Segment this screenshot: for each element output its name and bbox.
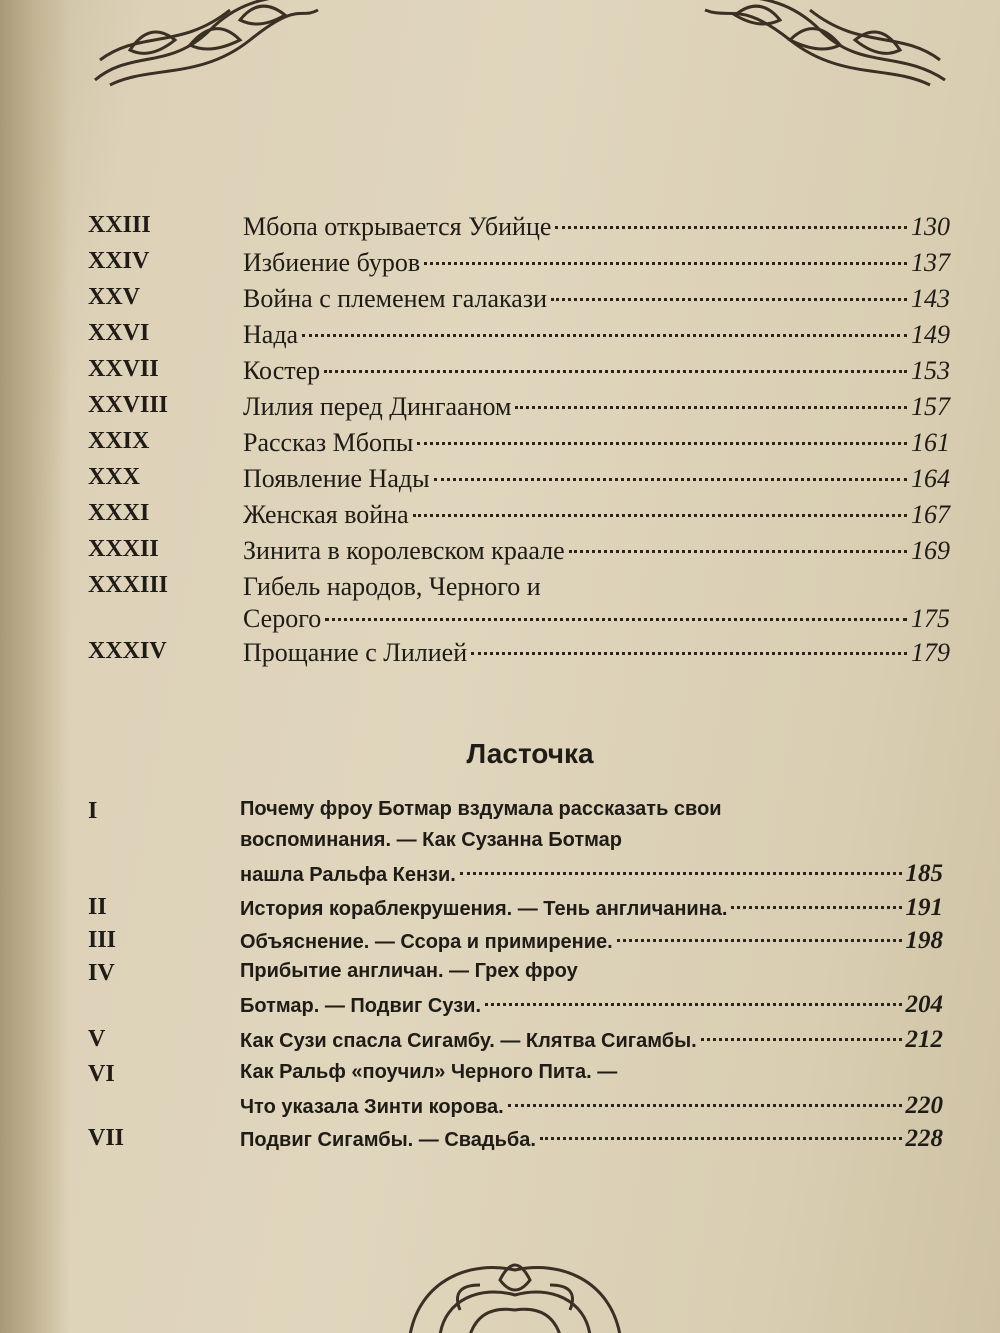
section-title: Ласточка — [466, 738, 594, 769]
chapter-number: XXV — [88, 284, 140, 310]
toc-entry[interactable] — [88, 960, 943, 1026]
chapter-title-continued: воспоминания. — Как Сузанна Ботмар — [240, 829, 622, 851]
page-number: 164 — [911, 464, 950, 493]
toc-section-2 — [88, 798, 943, 1158]
chapter-number: XXVIII — [88, 392, 169, 418]
leader-dots — [701, 1038, 902, 1041]
chapter-number: XXXII — [88, 536, 159, 562]
chapter-title: Зинита в королевском краале — [243, 536, 565, 565]
ornament-bottom-icon — [400, 1240, 630, 1333]
chapter-number: III — [88, 927, 117, 953]
chapter-number: XXXIII — [88, 572, 169, 598]
leader-dots — [555, 226, 907, 229]
page-number: 179 — [911, 638, 950, 667]
chapter-number: VI — [88, 1061, 115, 1087]
chapter-title: Подвиг Сигамбы. — Свадьба. — [240, 1129, 536, 1151]
chapter-number: I — [88, 798, 98, 824]
page-number: 228 — [905, 1125, 943, 1152]
page-number: 198 — [905, 927, 943, 954]
chapter-title: Прибытие англичан. — Грех фроу — [240, 960, 578, 982]
leader-dots — [434, 478, 907, 481]
chapter-title: Как Сузи спасла Сигамбу. — Клятва Сигамбы. — [240, 1030, 697, 1052]
chapter-title-continued: Серого — [243, 604, 322, 633]
leader-dots — [324, 370, 907, 373]
chapter-title: Почему фроу Ботмар вздумала рассказать свои — [240, 798, 722, 820]
toc-entry[interactable] — [88, 894, 943, 927]
leader-dots — [551, 298, 907, 301]
ornament-top-right-icon — [700, 0, 950, 90]
chapter-number: II — [88, 894, 107, 920]
toc-entry[interactable] — [88, 284, 950, 320]
leader-dots — [515, 406, 907, 409]
chapter-title: История кораблекрушения. — Тень англичанина. — [240, 898, 728, 920]
page-gutter — [0, 0, 70, 1333]
toc-entry[interactable] — [88, 798, 943, 894]
page-number: 167 — [911, 500, 950, 529]
chapter-title: Костер — [243, 356, 321, 385]
leader-dots — [485, 1003, 901, 1006]
toc-entry[interactable] — [88, 248, 950, 284]
toc-entry[interactable] — [88, 1026, 943, 1061]
chapter-number: XXIII — [88, 212, 151, 238]
page-number: 161 — [911, 428, 950, 457]
chapter-title: Женская война — [243, 500, 409, 529]
toc-section-1 — [88, 212, 950, 674]
leader-dots — [302, 334, 907, 337]
chapter-title-continued: Что указала Зинти корова. — [240, 1096, 504, 1118]
leader-dots — [731, 906, 901, 909]
chapter-title-continued: нашла Ральфа Кензи. — [240, 864, 456, 886]
toc-entry[interactable] — [88, 1125, 943, 1158]
chapter-title: Избиение буров — [243, 248, 421, 277]
chapter-number: XXIV — [88, 248, 150, 274]
chapter-number: VII — [88, 1125, 125, 1151]
chapter-number: XXXI — [88, 500, 150, 526]
chapter-title: Гибель народов, Черного и — [243, 572, 541, 601]
chapter-title: Прощание с Лилией — [243, 638, 468, 667]
leader-dots — [617, 939, 902, 942]
chapter-title: Рассказ Мбопы — [243, 428, 414, 457]
toc-entry[interactable] — [88, 638, 950, 674]
leader-dots — [471, 652, 907, 655]
page-number: 130 — [911, 212, 950, 241]
page-number: 204 — [905, 991, 943, 1018]
toc-entry[interactable] — [88, 500, 950, 536]
leader-dots — [460, 872, 902, 875]
toc-entry[interactable] — [88, 464, 950, 500]
ornament-top-left-icon — [90, 0, 320, 90]
toc-entry[interactable] — [88, 1061, 943, 1125]
leader-dots — [417, 442, 907, 445]
leader-dots — [508, 1104, 902, 1107]
chapter-number: XXVII — [88, 356, 159, 382]
chapter-number: V — [88, 1026, 106, 1052]
page-number: 143 — [911, 284, 950, 313]
toc-entry[interactable] — [88, 428, 950, 464]
page-number: 149 — [911, 320, 950, 349]
chapter-title: Мбопа открывается Убийце — [243, 212, 552, 241]
chapter-title: Объяснение. — Ссора и примирение. — [240, 931, 613, 953]
page-number: 212 — [905, 1026, 943, 1053]
chapter-title: Появление Нады — [243, 464, 430, 493]
chapter-number: XXXIV — [88, 638, 167, 664]
toc-entry[interactable] — [88, 356, 950, 392]
chapter-number: XXX — [88, 464, 140, 490]
chapter-title: Нада — [243, 320, 299, 349]
page-number: 137 — [911, 248, 950, 277]
toc-entry[interactable] — [88, 536, 950, 572]
leader-dots — [413, 514, 907, 517]
page-number: 153 — [911, 356, 950, 385]
toc-entry[interactable] — [88, 392, 950, 428]
toc-entry[interactable] — [88, 927, 943, 960]
chapter-number: XXIX — [88, 428, 150, 454]
chapter-title-continued: Ботмар. — Подвиг Сузи. — [240, 995, 482, 1017]
toc-entry[interactable] — [88, 320, 950, 356]
leader-dots — [569, 550, 907, 553]
page-number: 191 — [905, 894, 943, 921]
chapter-number: IV — [88, 960, 115, 986]
chapter-title: Лилия перед Дингааном — [243, 392, 512, 421]
page-number: 169 — [911, 536, 950, 565]
page-number: 157 — [911, 392, 950, 421]
chapter-title: Война с племенем галакази — [243, 284, 547, 313]
leader-dots — [424, 262, 907, 265]
leader-dots — [540, 1137, 902, 1140]
page-number: 220 — [905, 1092, 943, 1119]
page-number: 185 — [905, 860, 943, 887]
leader-dots — [325, 618, 907, 621]
chapter-title: Как Ральф «поучил» Черного Пита. — — [240, 1061, 618, 1083]
chapter-number: XXVI — [88, 320, 150, 346]
toc-entry[interactable] — [88, 572, 950, 638]
toc-entry[interactable] — [88, 212, 950, 248]
page-number: 175 — [911, 604, 950, 633]
